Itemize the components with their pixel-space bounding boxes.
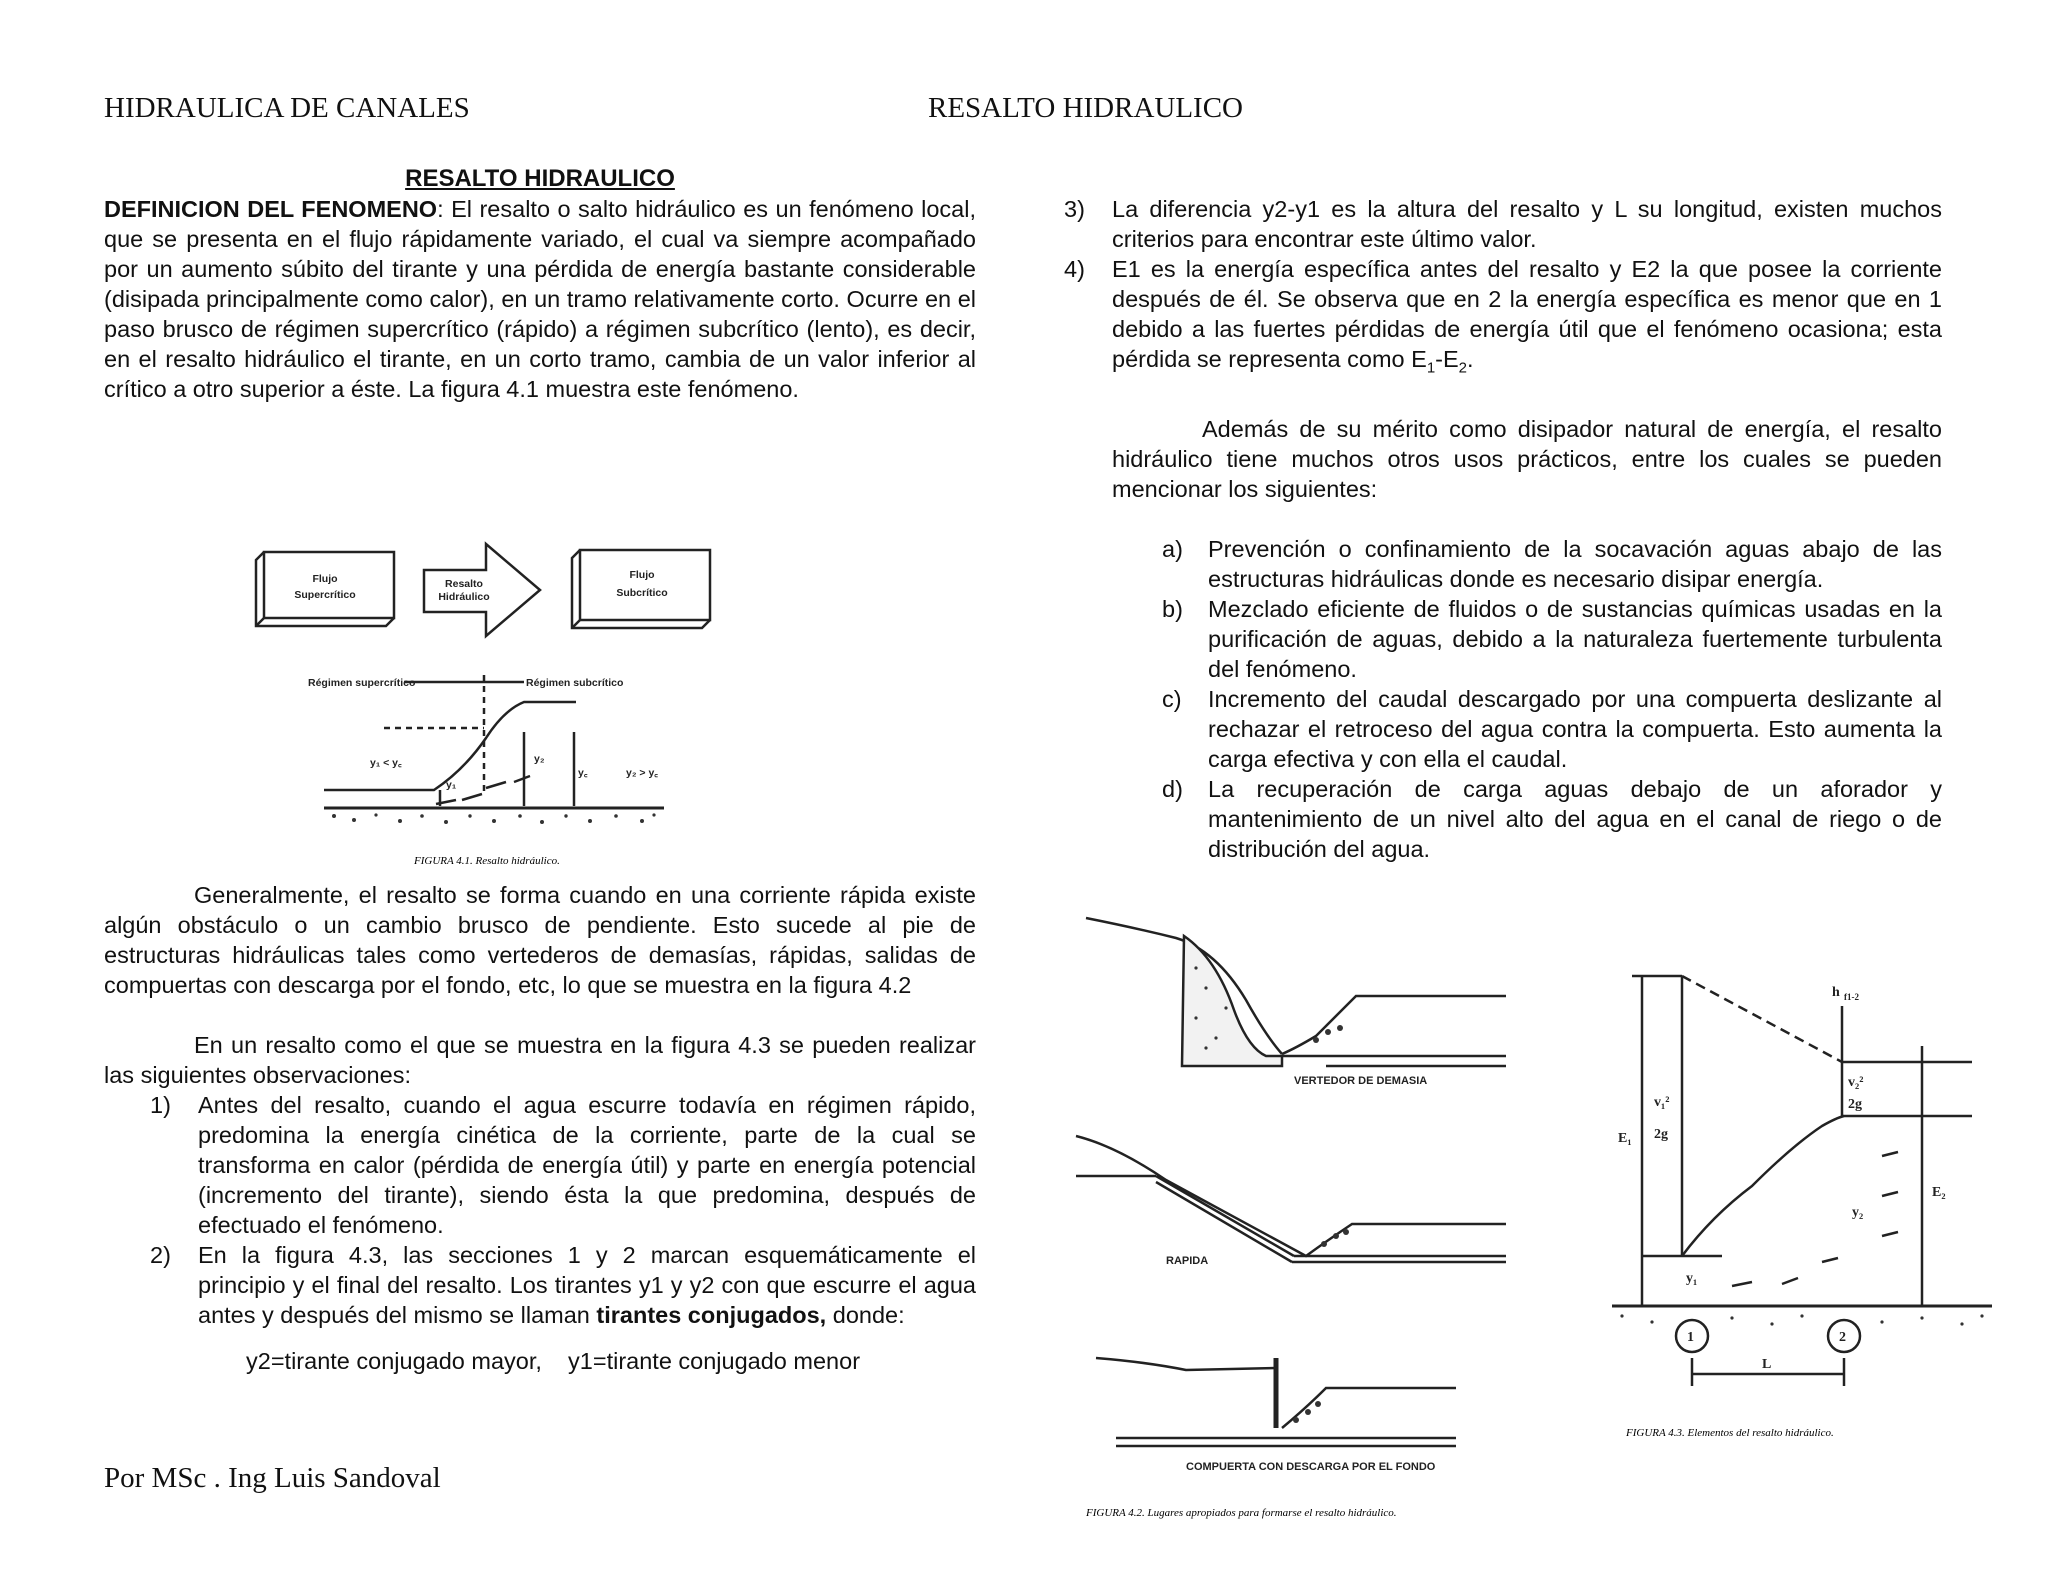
- arrow-line1: Resalto: [445, 578, 483, 590]
- label-compuerta: COMPUERTA CON DESCARGA POR EL FONDO: [1186, 1461, 1436, 1473]
- list-item-text: E1 es la energía específica antes del resalto y E2 la que posee la corriente después de él. Se observa que en 2 la energía específica es menor que en 1 debido a las fuertes pérdidas de energía útil que el fenómeno ocasiona; esta pérdida se representa como E: [1112, 256, 1942, 372]
- figure-4-2: [1056, 888, 1556, 1528]
- list-item: [1018, 254, 1942, 384]
- list-item: [104, 1090, 976, 1240]
- conjugate-definitions: [104, 1346, 976, 1376]
- label-hf: h: [1832, 985, 1840, 1000]
- box1-line1: Flujo: [312, 573, 338, 585]
- label-y1: y₁: [446, 779, 457, 791]
- label-E2: E₂: [1932, 1185, 1946, 1200]
- sub-2: 2: [1458, 359, 1468, 377]
- list-item-text: Mezclado eficiente de fluidos o de sustancias químicas usadas en la purificación de aguas, debido a la naturaleza fuertemente turbulenta del fenómeno.: [1208, 595, 1942, 682]
- label-y2: y₂: [534, 753, 545, 765]
- jump-locations-diagram: [1056, 888, 1556, 1528]
- list-item-text: En la figura 4.3, las secciones 1 y 2 marcan esquemáticamente el principio y el final del resalto. Los tirantes y1 y y2 con que escurre el agua antes y después del mismo se llaman: [198, 1242, 976, 1328]
- section-title: RESALTO HIDRAULICO: [405, 165, 675, 192]
- subcritical-box: [580, 550, 710, 620]
- list-marker: a): [1162, 535, 1183, 562]
- header-left: HIDRAULICA DE CANALES: [104, 92, 470, 124]
- label-E1: E₁: [1618, 1131, 1632, 1146]
- list-item: [1112, 774, 1942, 864]
- conjugate-minor: y1=tirante conjugado menor: [568, 1348, 861, 1374]
- box2-line2: Subcrítico: [616, 587, 668, 599]
- list-item: [104, 1240, 976, 1330]
- label-y1: y₁: [1686, 1271, 1698, 1286]
- list-item-text: La recuperación de carga aguas debajo de un aforador y mantenimiento de un nivel alto del agua en el canal de riego o de distribución del agua.: [1208, 775, 1942, 862]
- label-vertedor: VERTEDOR DE DEMASIA: [1294, 1075, 1428, 1087]
- label-hf-sub: f1-2: [1844, 992, 1859, 1002]
- list-marker: c): [1162, 685, 1182, 712]
- definition-label: DEFINICION DEL FENOMENO: [104, 196, 438, 222]
- definition-text: : El resalto o salto hidráulico es un fenómeno local, que se presenta en el flujo rápidamente variado, el cual va siempre acompañado por un aumento súbito del tirante y una pérdida de energía bastante considerable (disipada principalmente como calor), en un tramo relativamente corto. Ocurre en el paso brusco de régimen supercrítico (rápido) a régimen subcrítico (lento), es decir, en el resalto hidráulico el tirante, en un corto tramo, cambia de un valor inferior al crítico a otro superior a éste. La figura 4.1 muestra este fenómeno.: [104, 196, 976, 402]
- list-marker: 3): [1064, 196, 1085, 222]
- jump-elements-diagram: [1582, 966, 2022, 1452]
- figure-4-3: [1582, 966, 2022, 1452]
- section-1: 1: [1687, 1330, 1694, 1345]
- figure-4-1: [224, 470, 814, 870]
- label-v2-den: 2g: [1848, 1097, 1862, 1112]
- figure-4-3-caption: FIGURA 4.3. Elementos del resalto hidráulico.: [1626, 1427, 1834, 1439]
- list-item: [1112, 594, 1942, 684]
- list-item-text-end: donde:: [826, 1302, 905, 1328]
- sub-1: 1: [1426, 359, 1436, 377]
- conjugate-major: y2=tirante conjugado mayor,: [246, 1348, 542, 1374]
- paragraph-usos: Además de su mérito como disipador natural de energía, el resalto hidráulico tiene muchos otros usos prácticos, entre los cuales se pueden mencionar los siguientes:: [1112, 415, 1942, 502]
- figure-4-2-caption: FIGURA 4.2. Lugares apropiados para formarse el resalto hidráulico.: [1086, 1507, 1397, 1519]
- header-right: RESALTO HIDRAULICO: [928, 92, 1243, 124]
- list-marker: 1): [150, 1092, 171, 1118]
- definition-paragraph: [104, 194, 976, 404]
- energy-mid: -E: [1435, 346, 1459, 372]
- right-column: [1064, 194, 1942, 864]
- box1-line2: Supercrítico: [294, 589, 356, 601]
- left-column: [104, 164, 976, 404]
- regime-subcritical: Régimen subcrítico: [526, 677, 624, 689]
- arrow-line2: Hidráulico: [438, 591, 490, 603]
- list-item: [1112, 684, 1942, 774]
- figure-4-1-caption: FIGURA 4.1. Resalto hidráulico.: [414, 855, 560, 867]
- footer-author: Por MSc . Ing Luis Sandoval: [104, 1462, 441, 1494]
- list-marker: b): [1162, 595, 1183, 622]
- energy-end: .: [1467, 346, 1474, 372]
- list-item-text: La diferencia y2-y1 es la altura del resalto y L su longitud, existen muchos criterios para encontrar este último valor.: [1112, 196, 1942, 252]
- label-v2-num: v₂²: [1848, 1075, 1864, 1090]
- list-item-text: Prevención o confinamiento de la socavación aguas abajo de las estructuras hidráulicas donde es necesario disipar energía.: [1208, 535, 1942, 592]
- label-y2: y₂: [1852, 1205, 1864, 1220]
- term-conjugate: tirantes conjugados,: [596, 1302, 827, 1328]
- regime-supercritical: Régimen supercrítico: [308, 677, 416, 689]
- list-marker: 4): [1064, 256, 1085, 282]
- left-column-lower: [104, 880, 976, 1376]
- box2-line1: Flujo: [629, 569, 655, 581]
- paragraph-observaciones: En un resalto como el que se muestra en la figura 4.3 se pueden realizar las siguientes observaciones:: [104, 1032, 976, 1088]
- jump-arrow-shape: [424, 544, 540, 636]
- list-marker: d): [1162, 775, 1183, 802]
- paragraph-generalmente: Generalmente, el resalto se forma cuando en una corriente rápida existe algún obstáculo o un cambio brusco de pendiente. Esto sucede al pie de estructuras hidráulicas tales como vertederos de demasías, rápidas, salidas de compuertas con descarga por el fondo, etc, lo que se muestra en la figura 4.2: [104, 882, 976, 998]
- list-item: [1018, 194, 1942, 254]
- label-y2-gt-yc: y₂ > y꜀: [626, 767, 658, 779]
- list-item-text: Antes del resalto, cuando el agua escurre todavía en régimen rápido, predomina la energía cinética de la corriente, parte de la cual se transforma en calor (pérdida de energía útil) y parte en energía potencial (incremento del tirante), siendo ésta la que predomina, después de efectuado el fenómeno.: [198, 1092, 976, 1238]
- list-item-text: Incremento del caudal descargado por una compuerta deslizante al rechazar el retroceso del agua contra la compuerta. Esto aumenta la carga efectiva y con ella el caudal.: [1208, 685, 1942, 772]
- list-marker: 2): [150, 1242, 171, 1268]
- supercritical-box: [264, 552, 394, 618]
- list-item: [1112, 534, 1942, 594]
- hydraulic-jump-diagram: [224, 470, 814, 870]
- label-L: L: [1762, 1357, 1772, 1372]
- label-v1-num: v₁²: [1654, 1095, 1670, 1110]
- label-yc: y꜀: [578, 767, 588, 779]
- label-rapida: RAPIDA: [1166, 1255, 1209, 1267]
- label-v1-den: 2g: [1654, 1127, 1668, 1142]
- section-2: 2: [1839, 1330, 1846, 1345]
- label-y1-lt-yc: y₁ < y꜀: [370, 757, 402, 769]
